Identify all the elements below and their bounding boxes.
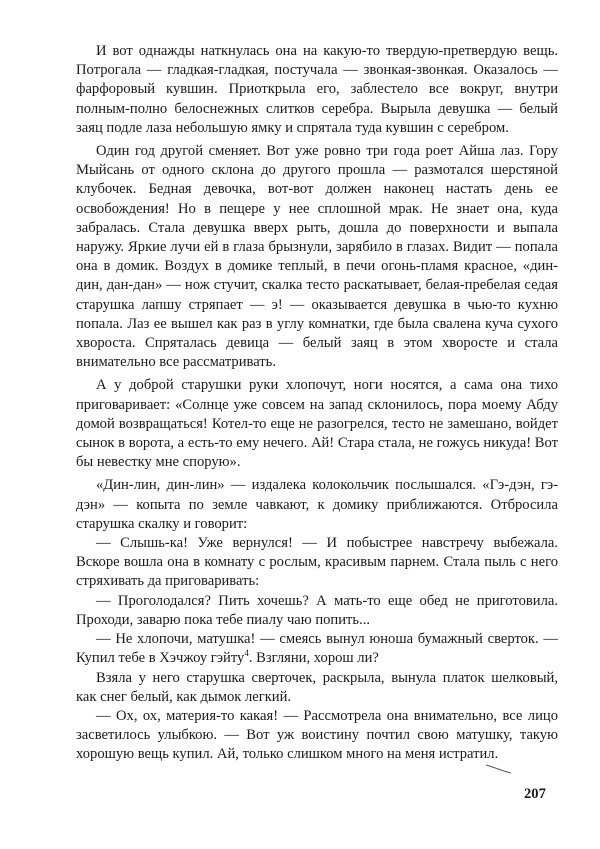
paragraph-8: Взяла у него старушка сверточек, раскрыла, вынула платок шелковый, как снег белый, как дымок легкий. [76,669,558,705]
paragraph-6: — Проголодался? Пить хочешь? А мать-то еще обед не приготовила. Проходи, заварю пока тебе пиалу чаю попить... [76,592,558,628]
pen-stroke-mark [484,762,514,776]
paragraph-3: А у доброй старушки руки хлопочут, ноги носятся, а сама она тихо приговаривает: «Солнце уже совсем на запад склонилось, пора моему Абду домой возвращаться! Котел-то еще не разогрелся, тесто не замешано, войдет сынок в ворота, а есть-то ему нечего. Ай! Стара стала, не гожусь никуда! Вот бы невестку мне спорую». [76,377,558,471]
page-number: 207 [524,786,546,802]
paragraph-7 [76,630,558,668]
paragraph-2: Один год другой сменяет. Вот уже ровно три года роет Айша лаз. Гору Мыйсань от одного склона до другого прошла — размотался шерстяной клубочек. Бедная девочка, вот-вот должен наконец настать день ее освобождения! Но в пещере у нее сплошной мрак. Не знает она, куда забралась. Стала девушка вверх рыть, дошла до поверхности и выпала наружу. Яркие лучи ей в глаза брызнули, зарябило в глазах. Видит — попала она в домик. Воздух в домике теплый, в печи огонь-пламя красное, «дин-дин, дан-дан» — нож стучит, скалка тесто раскатывает, белая-пребелая седая старушка лапшу стряпает — э! — оказывается девушка в чью-то кухню попала. Лаз ее вышел как раз в углу комнатки, где была свалена куча сухого хвороста. Спряталась девица — белый заяц в этом хворосте и стала внимательно все рассматривать. [76,143,558,371]
paragraph-5: — Слышь-ка! Уже вернулся! — И побыстрее навстречу выбежала. Вскоре вошла она в комнату с рослым, красивым парнем. Стала пыль с него стряхивать да приговаривать: [76,535,558,590]
paragraph-9: — Ох, ох, материя-то какая! — Рассмотрела она внимательно, все лицо засветилось улыбкою. — Вот уж воистину почтил свою матушку, такую хорошую вещь купил. Ай, только слишком много на меня истратил. [76,707,558,763]
paragraph-7-text: — Не хлопочи, матушка! — смеясь вынул юноша бумажный сверток. — Купил тебе в Хэчжоу гэйту [76,631,558,667]
paragraph-4: «Дин-лин, дин-лин» — издалека колокольчик послышался. «Гэ-дэн, гэ-дэн» — копыта по земле чавкают, к домику приближаются. Отбросила старушка скалку и говорит: [76,477,558,532]
footnote-marker: 4 [244,648,249,659]
body-text [76,42,558,765]
paragraph-1: И вот однажды наткнулась она на какую-то твердую-претвердую вещь. Потрогала — гладкая-гладкая, постучала — звонкая-звонкая. Оказалось — фарфоровый кувшин. Приоткрыла его, заблестело все вокруг, внутри полным-полно белоснежных слитков серебра. Вырыла девушка — белый заяц подле лаза небольшую ямку и спрятала туда кувшин с серебром. [76,43,558,136]
paragraph-7-tail: . Взгляни, хорош ли? [248,650,379,667]
